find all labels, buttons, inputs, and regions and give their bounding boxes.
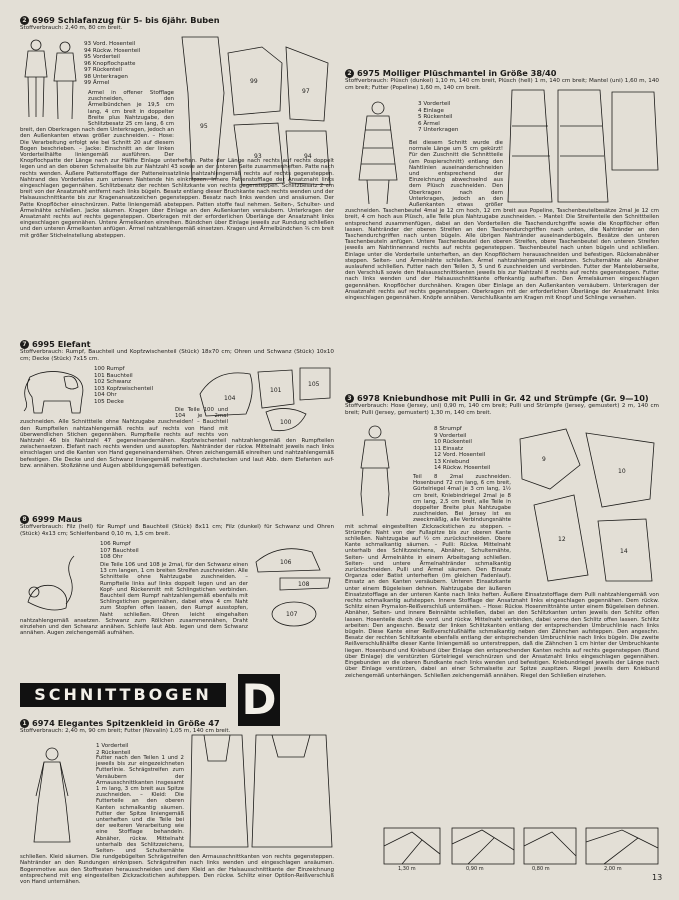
part-item: 2 Rückenteil <box>96 749 131 756</box>
body-text-6999 <box>20 562 334 640</box>
svg-text:104: 104 <box>224 395 236 402</box>
section-number-badge: 2 <box>345 69 354 78</box>
part-item: 93 Vord. Hosenteil <box>84 41 136 47</box>
svg-text:100: 100 <box>280 419 292 426</box>
section-heading <box>20 515 334 524</box>
part-item: 105 Decke <box>94 398 124 405</box>
pattern-code: 6978 <box>357 393 380 403</box>
section-title: Maus <box>57 514 83 524</box>
part-item: 4 Einlage <box>418 107 444 114</box>
layout-label: 1,30 m <box>398 866 416 872</box>
part-item: 98 Unterkragen <box>84 73 128 80</box>
part-item: 9 Vorderteil <box>434 432 467 439</box>
section-6995 <box>20 337 334 362</box>
body-text-6969 <box>20 90 334 239</box>
svg-text:106: 106 <box>280 559 292 566</box>
svg-text:95: 95 <box>200 123 208 130</box>
section-title: Schlafanzug für 5- bis 6jähr. Buben <box>57 15 220 25</box>
section-heading <box>345 69 659 78</box>
part-item: 97 Rückenteil <box>84 67 122 73</box>
part-item: 11 Einsatz <box>434 445 464 452</box>
page-number: 13 <box>652 873 663 882</box>
section-6999 <box>20 512 334 537</box>
fabric-requirement: Stoffverbrauch: Filz (hell) für Rumpf und Bauchteil (Stück) 8x11 cm; Filz (dunkel) für Schwanz und Ohren (Stück) 4x13 cm; Schleifenband 0,10 m, 1,5 cm breit. <box>20 524 334 537</box>
part-item: 7 Unterkragen <box>418 127 459 133</box>
layout-label: 0,80 m <box>532 866 550 872</box>
section-number-badge: 7 <box>20 340 29 349</box>
pattern-code: 6969 <box>32 15 55 25</box>
pattern-code: 6975 <box>357 68 380 78</box>
svg-text:97: 97 <box>302 88 310 95</box>
section-heading <box>20 719 334 728</box>
section-title: Kniebundhose mit Pulli in Gr. 42 und Strümpfe (Gr. 9—10) <box>382 393 649 403</box>
fabric-requirement: Stoffverbrauch: 2,40 m, 90 cm breit; Futter (Novalin) 1,05 m, 140 cm breit. <box>20 728 231 734</box>
part-item: 107 Bauchteil <box>100 547 139 554</box>
schnittbogen-banner: SCHNITTBOGEN <box>20 683 226 707</box>
part-item: 10 Rückenteil <box>434 439 472 445</box>
body-text-6975 <box>345 140 659 301</box>
body-text-6974 <box>20 755 334 885</box>
svg-text:9: 9 <box>542 456 546 463</box>
section-title: Molliger Plüschmantel in Größe 38/40 <box>382 68 557 78</box>
pattern-code: 6974 <box>32 718 55 728</box>
part-item: 8 Strumpf <box>434 426 462 432</box>
fabric-requirement: Stoffverbrauch: Plüsch (dunkel) 1,10 m, 140 cm breit, Plüsch (hell) 1 m, 140 cm breit; Mantel (uni) 1,60 m, 140 cm breit; Futter (Popeline) 1,60 m, 140 cm breit. <box>345 78 659 91</box>
section-number-badge: 3 <box>345 394 354 403</box>
instructions-text: Ärmel in offener Stofflage zuschneiden, den Ärmelbündchen je 19,5 cm lang, 4 cm breit in doppelter Breite plus Nahtzugabe, den Schlitzbesatz 25 cm lang, 6 cm breit, den Oberkragen nach dem Unterkragen, jedoch an den Außenkanten etwas größer zuschneiden. – Hose: Die Verarbeitung erfolgt wie bei Schnitt 20 auf diesem Bogen beschrieben. – Jacke: Einschnitt an der linken Vorderteilhälfte liniengemäß ausführen. Der Knopflochpatte der Länge nach zur Hälfte Einlage unterheften. Patte der Länge nach rechts auf rechts doppelt legen und an den oberen Schmalseite bis zur Nahtzahl 43 sowie an der unteren Seite zusammenheften. Patte nach rechts wenden. Äußere Pattenstofflage der Patteneinsatzlinie nahtzahlengemäß rechts auf rechts gegensteppen. Nahtrand des Vorderteiles zum unteren Nahtende hin einknipsen. Innere Pattenstofflage der Ansatznaht links eingeschlagen gegennähen. Schlitzbesatz der rechten Schlitzkante von rechts gegensteppen. Schlitzbesatz 2 cm breit von der Ansatznaht entfernt nach links bügeln. Besatz entlang dieser Bruchkante nach rechts wenden und der Halsausschnittkante bis zur Kragenansatzzeichen gegensteppen. Besatz nach links wenden und ansäumen. Der Patte Knopflöcher einschnürzen. Patte liniengemäß absteppen. Patten stoffe faul nehmen. Seiten-, Schulter- und Ärmelnähte schließen. Jacke säumen. Kragen über Einlage an den Außenkanten versäubern. Unterkragen der Ansatznaht rechts auf rechts gegensteppen. Oberkragen mit der erforderlichen Überlänge der Ansatznaht links eingeschlagen gegennähen. Untere Ärmelkanten einreihen. Bündchen über Einlage jeweils zur Rundung schließen und den unteren Ärmelkanten anfügen. Ärmel nahtzahlengemäß einsetzen. Kragen und Ärmelbündchen ¾ cm breit mit größer Stichelnstellung absteppen. <box>20 90 334 239</box>
svg-text:108: 108 <box>298 581 310 588</box>
section-number-badge: 8 <box>20 515 29 524</box>
svg-text:107: 107 <box>286 611 298 618</box>
part-item: 95 Vorderteil <box>84 54 120 60</box>
instructions-text: Bei diesem Schnitt wurde die normale Länge um 5 cm gekürzt! Für den Zuschnitt die Schnittteile (am Pospierschnitt) entlang den Nahtlinien auseinanderschneiden und entsprechend der Einzeichnung abwechselnd aus dem Plüsch zuschneiden. Den Oberkragen nach dem Unterkragen, jedoch an den Außenkanten etwas größer zuschneiden. Taschenbeutel 4mal je 12 cm hoch, 12 cm breit aus Popeline, Taschenbeutelbesätze 2mal je 12 cm breit, 4 cm hoch aus Plüsch, alle Teile plus Nahtzugabe zuschneiden. – Mantel: Die Streifenteile den Schnittteilen entsprechend zusammenfügen, dabei an den Vorderteilen die Taschendurchgriffe sowie die Knopflöcher offen lassen. Nahtränder der oberen Streifen an den Taschendurchgriffen nach unten, die Nahtränder an den Taschendurchgriffen nach unten bügeln. Alle übrigen Nahtränder auseinanderbügeln. Besätze den unteren Taschenbeuteln anfügen. Untere Taschenbeutel den oberen Streifen, obere Taschenbeutel den unteren Streifen jeweils am Nahtinnenrand rechts auf rechts gegensteppen. Taschenbeutel nach unten bügeln und schließen. Einlage unter die Vorderteile unterheften, an den Knopflöchern herausschneiden und befestigen. Rückenabnäher steppen. Seiten- und Ärmelnähte schließen. Ärmel nahtzahlengemäß einsetzen. Schulternähte als Abnäher auslaufend schließen. Futter nach den Teilen 3, 5 und 6 zuschneiden und verbinden. Futter der Manteloberseite, den Verschluß sowie den Halsausschnittkanten jeweils bis zur Nahtzahl 8 rechts auf rechts gegensteppen. Futter nach links wenden und der Halsausschnittkante offenkantig aufheften. Den Ärmelsäumen eingeschlagen gegennähen. Knopflöcher durchnähen. Kragen über Einlage an den Außenkanten versäubern. Unterkragen der Ansatznaht rechts auf rechts gegensteppen. Oberkragen mit der erforderlichen Überlänge der Ansatznaht links eingeschlagen gegennähen. Knöpfe annähen. Verschlußkante am Kragen mit Knopf und Schlinge versehen. <box>345 140 659 302</box>
parts-list-6978 <box>434 426 518 472</box>
part-item: 99 Ärmel <box>84 80 110 86</box>
svg-text:101: 101 <box>270 387 282 394</box>
svg-text:12: 12 <box>558 536 566 543</box>
layout-label: 2,00 m <box>604 866 622 872</box>
part-item: 3 Vorderteil <box>418 101 451 107</box>
parts-list-6999 <box>100 541 170 561</box>
layout-label: 0,90 m <box>466 866 484 872</box>
part-item: 106 Rumpf <box>100 541 131 547</box>
pattern-code: 6999 <box>32 514 55 524</box>
section-heading <box>20 340 334 349</box>
parts-list-6995 <box>94 366 164 405</box>
part-item: 12 Vord. Hosenteil <box>434 452 486 458</box>
body-text-6978 <box>345 474 659 679</box>
section-title: Elegantes Spitzenkleid in Größe 47 <box>57 718 220 728</box>
instructions-text: Futter nach den Teilen 1 und 2 jeweils bis zur eingezeichneten Futterlinie. Schrägstreifen zum Versäubern der Armausschnittkanten insgesamt 1 m lang, 3 cm breit aus Spitze zuschneiden. – Kleid: Die Futterteile an den oberen Kanten schmalkantig säumen. Futter der Spitze liniengemäß unterheften und die Teile bei der weiteren Verarbeitung wie eine Stofflage behandeln. Abnäher, rückw. Mittelnaht unterhalb des Schlitzzeichens, Seiten- und Schulternähte schließen. Kleid säumen. Die rundgebügelten Schrägstreifen den Armausschnittkanten von rechts gegensteppen. Nahtränder an den Rundungen einknipsen. Schrägstreifen nach links wenden und eingeschlagen ansäumen. Bogenmotive aus den Stoffresten herausschneiden und dem Kleid an der Halsausschnittkante der Einzeichnung entsprechend mit eng eingestellten Zickzackstichen aufsteppen. Den rückw. Schlitz einer Optilon-Reißverschluß von Hand unternähen. <box>20 755 334 886</box>
svg-text:14: 14 <box>620 548 628 555</box>
fabric-requirement: Stoffverbrauch: Rumpf, Bauchteil und Kopfzwischenteil (Stück) 18x70 cm; Ohren und Schwanz (Stück) 10x10 cm; Decke (Stück) 7x15 cm. <box>20 349 334 362</box>
section-number-badge: 1 <box>20 719 29 728</box>
section-number-badge: 2 <box>20 16 29 25</box>
pattern-code: 6995 <box>32 339 55 349</box>
svg-text:105: 105 <box>308 381 320 388</box>
part-item: 104 Ohr <box>94 392 117 398</box>
part-item: 101 Bauchteil <box>94 372 133 379</box>
part-item: 13 Kniebund <box>434 458 470 465</box>
part-item: 14 Rückw. Hosenteil <box>434 465 491 471</box>
section-heading <box>345 394 659 403</box>
part-item: 96 Knopflochpatte <box>84 60 136 67</box>
svg-text:10: 10 <box>618 468 626 475</box>
svg-text:93: 93 <box>254 153 262 160</box>
fabric-requirement: Stoffverbrauch: 2,40 m, 80 cm breit. <box>20 25 123 31</box>
body-text-6995 <box>20 407 334 469</box>
parts-list-6969 <box>84 41 170 87</box>
section-6978 <box>345 391 659 416</box>
parts-list-6975 <box>418 101 508 134</box>
part-item: 1 Vorderteil <box>96 743 129 749</box>
instructions-text: Die Teile 106 und 108 je 2mal, für den Schwanz einen 13 cm langen, 1 cm breiten Streifen zuschneiden. Alle Schnitteile ohne Nahtzugabe zuschneiden. – Rumpfteile links auf links doppelt legen und an der Kopf- und Rückenmitt mit Schlingstichen verbinden. Bauchteil dem Rumpf nahtzahlengemäß ebenfalls mit Schlingstichen gegennähen, dabei etwa 4 cm Naht zum Stopfen offen lassen, den Rumpf ausstopfen, Naht schließen. Ohren leicht eingehalten nahtzahlengemäß ansetzen. Schwanz zum Röllchen zusammennähen, Draht einziehen und den Schwanz annähen. Schleife laut Abb. legen und dem Schwanz annähen. Augen zeichengemäß aufnähen. <box>20 562 248 637</box>
fabric-requirement: Stoffverbrauch: Hose (Jersey, uni) 0,90 m, 140 cm breit; Pulli und Strümpfe (Jersey, gemustert) 2 m, 140 cm breit; Pulli (Jersey, gemustert) 1,30 m, 140 cm breit. <box>345 403 659 416</box>
part-item: 102 Schwanz <box>94 379 132 385</box>
part-item: 108 Ohr <box>100 554 123 560</box>
section-title: Elefant <box>57 339 91 349</box>
instructions-text: Teil 8 2mal zuschneiden. Hosenbund 72 cm lang, 6 cm breit, Gürtelriegel 4mal je 3 cm lang, 1½ cm breit, Kniebindriegel 2mal je 8 cm lang, 2,5 cm breit, alle Teile in doppelter Breite plus Nahtzugabe zuschneiden. Bei Jersey ist es zweckmäßig, alle Verbindungsnähte mit schmal eingestellten Zickzackstichen zu steppen. – Strümpfe: Naht von der Fußspitze bis zur oberen Kante schließen. Nahtzugabe auf ½ cm zurückschneiden. Obere Kante schmalkantig säumen. – Pulli: Rückw. Mittelnaht unterhalb des Schlitzzeichens, Abnäher, Schulternähte, Seiten- und Ärmelnähte in einem Arbeitsgang schließen. Seiten- und untere Ärmelnahtränder schmalkantig zurückschneiden. Pulli und Ärmel säumen. Den Einsatz Organza oder Batist unterheften (im gleichen Fadenlauf). Einsatz an den Kanten versäubern. Unteren Einsatzkante unter einem Bügeleisen dehnen. Nahtzugabe der äußeren Einsatzstofflage an der unteren Kante nach links heften. Äußere Einsatzstofflage dem Pulli nahtzahlengemäß von rechts schmalkantig aufsteppen. Innere Stofflage der Ansatznaht links eingeschlagen gegennähen. Dem rückw. Schlitz einen Prymalon-Reißverschluß unternähen. – Hose: Rückw. Hosenmittnähte unter einem Bügeleisen dehnen. Abnäher, Seiten- und innere Beinnähte schließen, dabei an den Schlitzkanten unten jeweils den Schlitz offen lassen. Hosenteile durch die vord. und rückw. Mittelnaht verbinden, dabei vorne den Schlitz offen lassen. Schlitz arbeiten: Den angeschn. Besatz der linken Schlitzkanten entlang der entsprechenden Umbruchlinie nach links bügeln. Diese Kante einer Reißverschlußhälfte schmalkantig neben den Zähnchen aufsteppen. Den angeschn. Besatz der rechten Schlitzkante ebenfalls entlang der entsprechenden Umbruchlinie nach links bügeln. Die zweite Reißverschlußhälfte dieser Kante liniengemäß so unterstreppen, daß die Zähnchen 1 cm hinter der Umbruchkante liegen. Hosenbund und Kniebund über Einlage den entsprechenden Kanten rechts auf rechts gegensteppen (Bund über Einlage) die verstürzten Gürtelriegel verschnürzen und der Ansatznaht links eingeschlagen gegennähen. Eingebunden an die oberen Bundkante nach links wenden und befestigen. Kniebundriegel jeweils der Länge nach über Einlage verstürzen, dabei an einer Schmalseite zur Spitze zuspitzen. Riegel jeweils dem Kniebund zeichengemäß unterhängen. Schließen zeichengemäß annähen. Riegel den Schließen einziehen. <box>345 474 659 679</box>
instructions-text: Die Teile 100 und 104 je 2mal zuschneiden. Alle Schnittteile ohne Nahtzugabe zuschneiden! – Bauchteil den Rumpfteilen nahtzahlengemäß rechts auf rechts von Hand mit überwendlichen Stichen gegennähen. Rumpfteile rechts auf rechts von Nahtzahl 46 bis Nahtzahl 47 gegeneinandernähen. Kopfzwischenteil nahtzahlengemäß den Rumpfteilen zwischensetzen. Elefant nach rechts wenden und ausstopfen. Nahtränder der rückw. Mittelnaht jeweils nach links einschlagen und die Kanten von Hand gegeneinandernähen. Ohren zeichengemäß einreihen und nahtzahlengemäß befestigen. Die Decke und den Schwanz liniengemäß mehrmals durchstecken und laut Abb. dem Elefanten auf- bzw. annähen. Stoßzähne und Augen abbildungsgemäß befestigen. <box>20 407 334 469</box>
part-item: 103 Kopfzwischenteil <box>94 385 154 392</box>
section-heading <box>20 16 334 25</box>
svg-text:94: 94 <box>304 153 312 160</box>
part-item: 100 Rumpf <box>94 366 125 372</box>
section-6969 <box>20 13 334 32</box>
svg-text:99: 99 <box>250 78 258 85</box>
part-item: 6 Ärmel <box>418 120 440 127</box>
part-item: 5 Rückenteil <box>418 114 453 120</box>
part-item: 94 Rückw. Hosenteil <box>84 47 141 54</box>
schnittbogen-letter: D <box>238 674 280 726</box>
